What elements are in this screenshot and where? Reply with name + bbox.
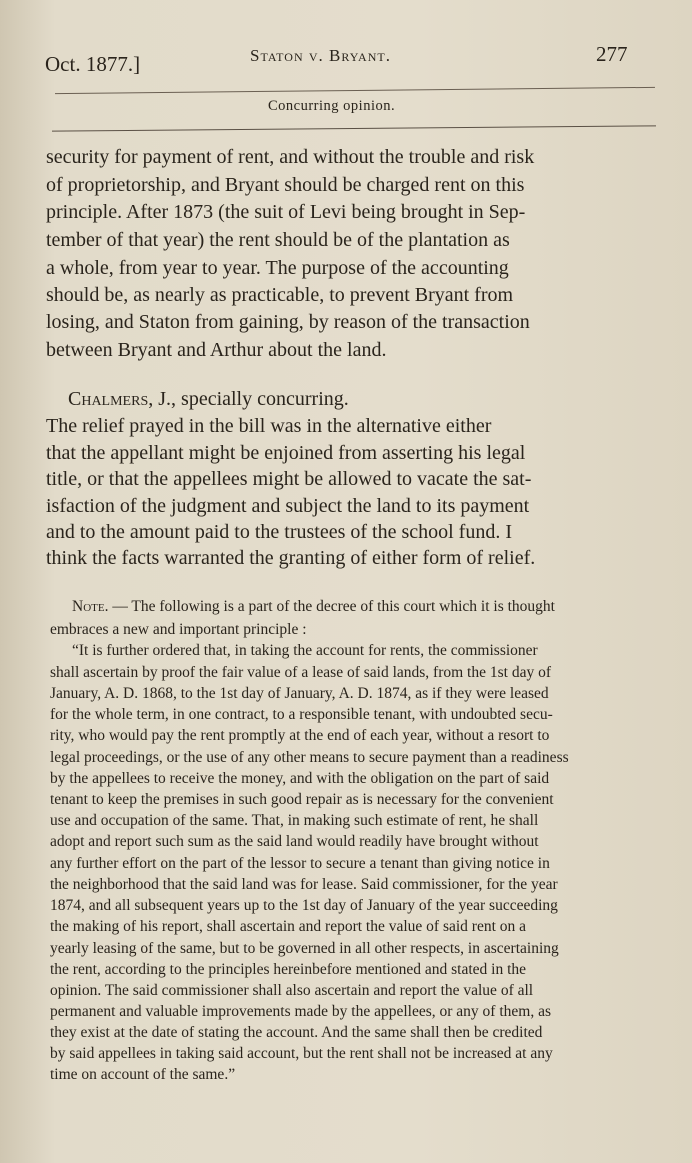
note-line: by said appellees in taking said account, but the rent shall not be increased at any [50,1045,553,1062]
note-label: Note. [72,598,109,615]
header-date: Oct. 1877.] [45,52,141,76]
opinion-line: of proprietorship, and Bryant should be charged rent on this [46,174,525,196]
note-line: rity, who would pay the rent promptly at the end of each year, without a resort to [50,727,550,744]
note-line: yearly leasing of the same, but to be governed in all other respects, in ascertaining [50,940,559,957]
concurrence-line: title, or that the appellees might be allowed to vacate the sat- [46,468,532,490]
note-line: by the appellees to receive the money, and with the obligation on the part of said [50,770,550,787]
concurrence-line: think the facts warranted the granting of either form of relief. [46,547,536,569]
note-line: opinion. The said commissioner shall also ascertain and report the value of all [50,982,534,999]
opinion-line: principle. After 1873 (the suit of Levi being brought in Sep- [46,201,526,223]
concurrence-label: specially concurring. [181,388,349,410]
note-text: — The following is a part of the decree of this court which it is thought [112,598,555,615]
header-rule [55,87,655,94]
note-line: the making of his report, shall ascertain and report the value of said rent on a [50,918,527,935]
note-line: the rent, according to the principles hereinbefore mentioned and stated in the [50,961,527,978]
note-line: adopt and report such sum as the said land would readily have brought without [50,833,539,850]
page-number: 277 [596,42,628,66]
note-line: shall ascertain by proof the fair value of a lease of said lands, from the 1st day of [50,664,551,681]
note-line: 1874, and all subsequent years up to the 1st day of January of the year succeeding [50,897,558,914]
judge-name: Chalmers, J., [68,388,177,410]
note-line: permanent and valuable improvements made by the appellees, or any of them, as [50,1003,551,1020]
concurrence-line: The relief prayed in the bill was in the alternative either [46,415,492,437]
note-line: use and occupation of the same. That, in making such estimate of rent, he shall [50,812,539,829]
note-line: for the whole term, in one contract, to a responsible tenant, with undoubted secu- [50,706,553,723]
header-case-title: Staton v. Bryant. [250,46,391,65]
section-rule [52,125,656,131]
opinion-line: between Bryant and Arthur about the land. [46,339,387,361]
concurrence-heading [46,388,674,411]
note-line: the neighborhood that the said land was for lease. Said commissioner, for the year [50,876,558,893]
note-line: they exist at the date of stating the account. And the same shall then be credited [50,1024,543,1041]
note-line: time on account of the same.” [50,1066,236,1083]
note-line: tenant to keep the premises in such good repair as is necessary for the convenient [50,791,554,808]
note-line: any further effort on the part of the lessor to secure a tenant than giving notice in [50,855,550,872]
concurrence-line: and to the amount paid to the trustees of the school fund. I [46,521,513,543]
opinion-line: should be, as nearly as practicable, to prevent Bryant from [46,284,514,306]
opinion-line: tember of that year) the rent should be of the plantation as [46,229,510,251]
note-line [50,598,676,616]
note-line: legal proceedings, or the use of any other means to secure payment than a readiness [50,749,569,766]
opinion-line: losing, and Staton from gaining, by reason of the transaction [46,311,530,333]
opinion-line: security for payment of rent, and without the trouble and risk [46,146,535,168]
note-line: January, A. D. 1868, to the 1st day of January, A. D. 1874, as if they were leased [50,685,549,702]
subheading: Concurring opinion. [268,98,396,114]
concurrence-line: isfaction of the judgment and subject the land to its payment [46,495,530,517]
note-line: “It is further ordered that, in taking the account for rents, the commissioner [72,642,538,659]
concurrence-line: that the appellant might be enjoined from asserting his legal [46,442,526,464]
note-line: embraces a new and important principle : [50,621,307,638]
opinion-line: a whole, from year to year. The purpose of the accounting [46,257,509,279]
